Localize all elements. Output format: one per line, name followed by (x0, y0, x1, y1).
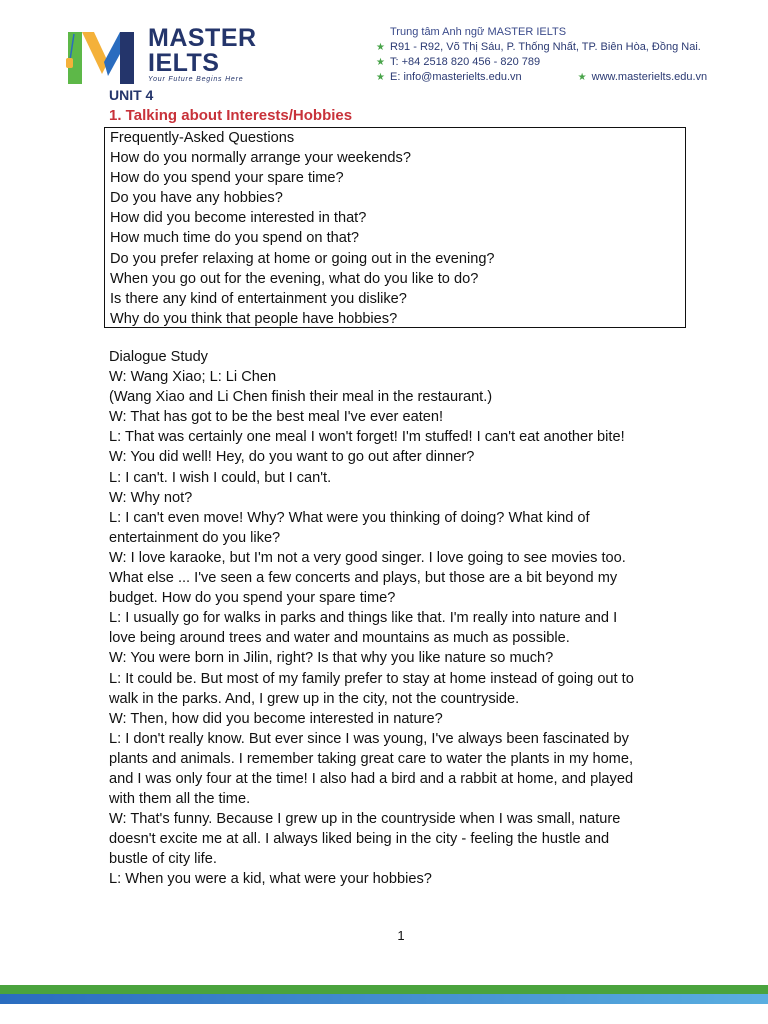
email-link[interactable]: E: info@masterielts.edu.vn (390, 71, 522, 83)
footer-blue-stripe (0, 994, 768, 1004)
dialogue-line: W: That has got to be the best meal I've ever eaten! (109, 409, 444, 426)
dialogue-line: L: I can't even move! Why? What were you thinking of doing? What kind of (109, 509, 590, 526)
dialogue-line: plants and animals. I remember taking great care to water the plants in my home, (109, 750, 634, 767)
dialogue-line: L: I can't. I wish I could, but I can't. (109, 469, 332, 486)
unit-title: UNIT 4 (109, 87, 154, 103)
dialogue-heading: Dialogue Study (109, 349, 208, 365)
logo-text-line2: IELTS (148, 49, 220, 77)
section-title: 1. Talking about Interests/Hobbies (109, 107, 353, 124)
dialogue-line: love being around trees and water and mountains as much as possible. (109, 630, 570, 647)
page-number-text: 1 (397, 928, 405, 943)
footer-green-stripe (0, 985, 768, 994)
faq-question: Why do you think that people have hobbies? (110, 310, 398, 327)
faq-question: How do you spend your spare time? (110, 170, 344, 187)
footer-bar (0, 985, 768, 1024)
dialogue-line: W: Then, how did you become interested in nature? (109, 710, 443, 727)
phone-text: T: +84 2518 820 456 - 820 789 (390, 56, 541, 68)
content-header (109, 86, 709, 126)
dialogue-line: W: You were born in Jilin, right? Is that why you like nature so much? (109, 650, 554, 667)
faq-question: How do you normally arrange your weekends? (110, 150, 411, 167)
dialogue-line: L: When you were a kid, what were your hobbies? (109, 871, 432, 888)
dialogue-line: What else ... I've seen a few concerts and plays, but those are a bit beyond my (109, 570, 618, 587)
master-ielts-logo-icon (60, 24, 140, 88)
dialogue-line: walk in the parks. And, I grew up in the city, not the countryside. (109, 690, 520, 707)
dialogue-line: doesn't excite me at all. I always liked being in the city - feeling the hustle and (109, 831, 610, 848)
dialogue-line: W: Wang Xiao; L: Li Chen (109, 369, 277, 386)
star-icon: ★ (376, 42, 385, 53)
faq-question: When you go out for the evening, what do you like to do? (110, 270, 479, 287)
dialogue-line: L: That was certainly one meal I won't forget! I'm stuffed! I can't eat another bite! (109, 429, 625, 446)
dialogue-line: L: I don't really know. But ever since I was young, I've always been fascinated by (109, 730, 629, 747)
faq-box (104, 127, 686, 328)
dialogue-line: and I was only four at the time! I also had a bird and a rabbit at home, and played (109, 770, 634, 787)
dialogue-line: budget. How do you spend your spare time? (109, 590, 396, 607)
dialogue-line: W: I love karaoke, but I'm not a very good singer. I love going to see movies too. (109, 549, 626, 566)
phone-row (376, 55, 707, 70)
dialogue-line: L: It could be. But most of my family prefer to stay at home instead of going out to (109, 670, 634, 687)
logo-text-line1: MASTER (148, 24, 257, 52)
website-link[interactable]: www.masterielts.edu.vn (591, 71, 708, 83)
address-row (376, 40, 707, 55)
logo-tagline: Your Future Begins Here (148, 76, 244, 83)
logo (60, 24, 280, 88)
star-icon: ★ (577, 72, 587, 83)
faq-question: How much time do you spend on that? (110, 230, 360, 247)
dialogue-line: with them all the time. (109, 791, 251, 808)
star-icon: ★ (376, 57, 385, 68)
dialogue-line: W: That's funny. Because I grew up in the countryside when I was small, nature (109, 811, 621, 828)
faq-question: Is there any kind of entertainment you dislike? (110, 290, 407, 307)
dialogue-line: L: I usually go for walks in parks and things like that. I'm really into nature and I (109, 610, 618, 627)
star-icon: ★ (376, 72, 385, 83)
dialogue-line: W: You did well! Hey, do you want to go out after dinner? (109, 449, 475, 466)
dialogue-section (109, 347, 709, 890)
faq-question: Do you have any hobbies? (110, 190, 283, 207)
email-website-row (376, 70, 707, 85)
center-name: Trung tâm Anh ngữ MASTER IELTS (390, 26, 567, 38)
contact-info (376, 25, 707, 85)
dialogue-line: W: Why not? (109, 489, 193, 506)
dialogue-line: bustle of city life. (109, 851, 217, 868)
faq-heading: Frequently-Asked Questions (110, 130, 295, 146)
dialogue-line: (Wang Xiao and Li Chen finish their meal in the restaurant.) (109, 389, 493, 406)
faq-question: How did you become interested in that? (110, 210, 367, 227)
address-text: R91 - R92, Võ Thị Sáu, P. Thống Nhất, TP. Biên Hòa, Đồng Nai. (390, 41, 701, 53)
dialogue-line: entertainment do you like? (109, 529, 281, 546)
faq-question: Do you prefer relaxing at home or going out in the evening? (110, 250, 495, 267)
page-number (0, 928, 768, 943)
